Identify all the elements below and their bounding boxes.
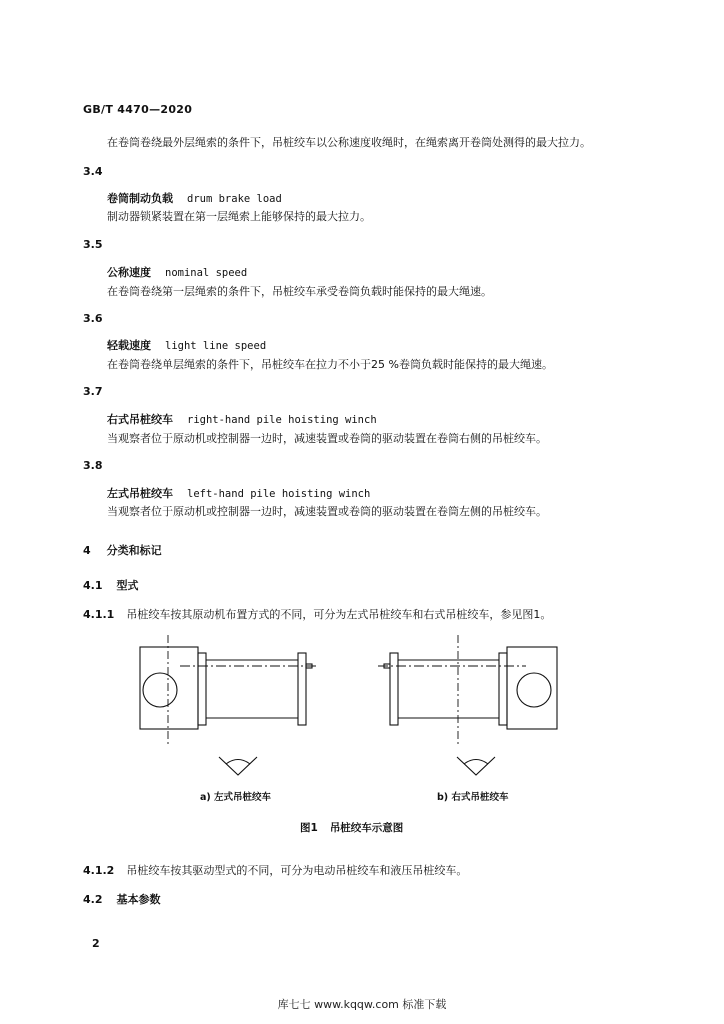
term-heading [107, 190, 282, 206]
drum-flange-right [298, 653, 306, 725]
term-chinese: 轻载速度 [107, 339, 151, 352]
motor-circle [517, 673, 551, 707]
figure-left-winch [128, 635, 330, 745]
subsection-heading [83, 891, 161, 907]
term-chinese: 卷筒制动负载 [107, 192, 173, 205]
subsection-number: 4.1 [83, 579, 103, 592]
term-heading [107, 264, 247, 280]
term-chinese: 公称速度 [107, 266, 151, 279]
term-english: drum brake load [187, 193, 282, 205]
term-definition: 当观察者位于原动机或控制器一边时，减速装置或卷筒的驱动装置在卷筒右侧的吊桩绞车。 [107, 432, 547, 445]
term-english: right-hand pile hoisting winch [187, 414, 377, 426]
motor-housing [507, 647, 557, 729]
subsection-number: 4.2 [83, 893, 103, 906]
section-title: 分类和标记 [106, 544, 162, 557]
observer-view-icon [455, 753, 497, 779]
term-heading [107, 485, 370, 501]
subsection-title: 基本参数 [116, 893, 161, 906]
figure-sub-caption-a: a) 左式吊桩绞车 [200, 792, 272, 803]
subsection-title: 型式 [116, 579, 139, 592]
clause-number: 3.8 [83, 459, 103, 472]
figure-title: 吊桩绞车示意图 [329, 822, 404, 834]
paragraph-text: 吊桩绞车按其驱动型式的不同，可分为电动吊桩绞车和液压吊桩绞车。 [126, 864, 468, 877]
footer-watermark: 库七七 www.kqqw.com 标准下载 [277, 998, 447, 1011]
term-definition: 在卷筒卷绕第一层绳索的条件下，吊桩绞车承受卷筒负载时能保持的最大绳速。 [107, 285, 492, 298]
term-heading [107, 337, 266, 353]
clause-number: 3.6 [83, 312, 103, 325]
section-number: 4 [83, 544, 91, 557]
paragraph-text: 吊桩绞车按其原动机布置方式的不同，可分为左式吊桩绞车和右式吊桩绞车，参见图1。 [126, 608, 552, 621]
term-definition: 制动器锁紧装置在第一层绳索上能够保持的最大拉力。 [107, 210, 371, 223]
term-chinese: 右式吊桩绞车 [107, 413, 173, 426]
term-english: left-hand pile hoisting winch [187, 488, 371, 500]
observer-view-icon [217, 753, 259, 779]
figure-right-winch [378, 635, 560, 745]
term-chinese: 左式吊桩绞车 [107, 487, 173, 500]
drum-flange-left [198, 653, 206, 725]
motor-circle [143, 673, 177, 707]
subsection-heading [83, 577, 139, 593]
figure-number: 图1 [300, 822, 318, 834]
paragraph-4-1-1 [83, 606, 551, 622]
term-english: light line speed [165, 340, 267, 352]
term-definition: 在卷筒卷绕单层绳索的条件下，吊桩绞车在拉力不小于25 %卷筒负载时能保持的最大绳速。 [107, 358, 553, 371]
term-heading [107, 411, 377, 427]
clause-number: 3.5 [83, 238, 103, 251]
drum-flange-left [390, 653, 398, 725]
page-number: 2 [92, 937, 100, 950]
clause-number: 3.7 [83, 385, 103, 398]
term-definition: 当观察者位于原动机或控制器一边时，减速装置或卷筒的驱动装置在卷筒左侧的吊桩绞车。 [107, 505, 547, 518]
standard-number: GB/T 4470—2020 [83, 103, 193, 116]
term-english: nominal speed [165, 267, 248, 279]
drum-flange-right [499, 653, 507, 725]
figure-caption [300, 820, 403, 835]
figure-sub-caption-b: b) 右式吊桩绞车 [437, 792, 509, 803]
section-heading [83, 542, 162, 558]
paragraph-number: 4.1.1 [83, 608, 115, 621]
motor-housing [140, 647, 198, 729]
definition-text: 在卷筒卷绕最外层绳索的条件下，吊桩绞车以公称速度收绳时，在绳索离开卷筒处测得的最大拉力。 [107, 136, 591, 149]
paragraph-4-1-2 [83, 862, 467, 878]
clause-number: 3.4 [83, 165, 103, 178]
paragraph-number: 4.1.2 [83, 864, 115, 877]
